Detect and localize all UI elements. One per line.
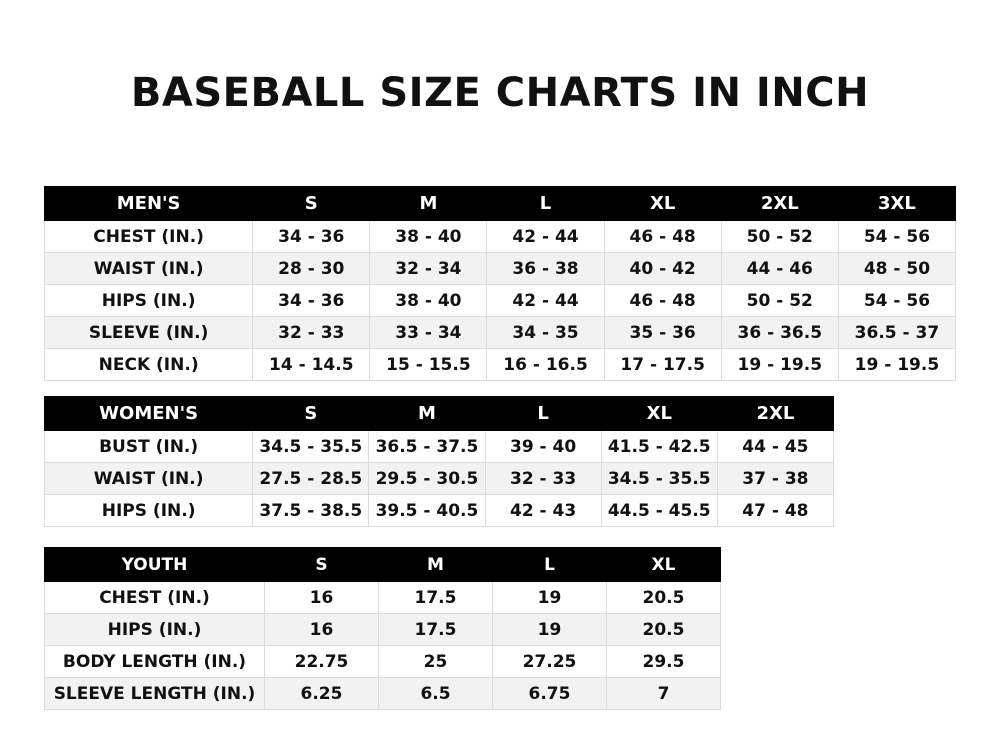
table-row [45,463,834,495]
cell: 46 - 48 [604,285,721,317]
cell: 16 [265,582,379,614]
youth-header-s: S [265,548,379,582]
cell: 34 - 36 [253,285,370,317]
cell: 19 [493,582,607,614]
cell: 54 - 56 [838,221,955,253]
youth-header-m: M [379,548,493,582]
cell: 16 - 16.5 [487,349,604,381]
table-row [45,285,956,317]
womens-header-l: L [485,397,601,431]
cell: 36 - 36.5 [721,317,838,349]
table-row [45,614,721,646]
cell: 17.5 [379,614,493,646]
cell: 42 - 44 [487,221,604,253]
page-title: BASEBALL SIZE CHARTS IN INCH [130,70,870,116]
cell: 16 [265,614,379,646]
youth-table-header [45,548,721,582]
table-row [45,431,834,463]
table-header-row [45,397,834,431]
row-label: HIPS (IN.) [45,285,253,317]
cell: 39 - 40 [485,431,601,463]
cell: 17 - 17.5 [604,349,721,381]
table-row [45,495,834,527]
row-label: BODY LENGTH (IN.) [45,646,265,678]
mens-header-2xl: 2XL [721,187,838,221]
cell: 37 - 38 [717,463,833,495]
cell: 48 - 50 [838,253,955,285]
table-row [45,317,956,349]
cell: 6.5 [379,678,493,710]
cell: 29.5 - 30.5 [369,463,485,495]
mens-table-header [45,187,956,221]
cell: 38 - 40 [370,285,487,317]
mens-header-xl: XL [604,187,721,221]
cell: 44 - 45 [717,431,833,463]
mens-table-body [45,221,956,381]
row-label: NECK (IN.) [45,349,253,381]
row-label: WAIST (IN.) [45,463,253,495]
womens-header-2xl: 2XL [717,397,833,431]
cell: 19 - 19.5 [838,349,955,381]
cell: 32 - 34 [370,253,487,285]
cell: 36.5 - 37.5 [369,431,485,463]
womens-table-body [45,431,834,527]
cell: 14 - 14.5 [253,349,370,381]
row-label: BUST (IN.) [45,431,253,463]
cell: 44.5 - 45.5 [601,495,717,527]
youth-header-l: L [493,548,607,582]
cell: 47 - 48 [717,495,833,527]
cell: 50 - 52 [721,285,838,317]
mens-header-3xl: 3XL [838,187,955,221]
cell: 19 [493,614,607,646]
cell: 36.5 - 37 [838,317,955,349]
cell: 50 - 52 [721,221,838,253]
cell: 17.5 [379,582,493,614]
youth-table-body [45,582,721,710]
cell: 35 - 36 [604,317,721,349]
row-label: WAIST (IN.) [45,253,253,285]
table-header-row [45,187,956,221]
table-row [45,221,956,253]
cell: 41.5 - 42.5 [601,431,717,463]
womens-size-table [44,396,834,527]
cell: 6.75 [493,678,607,710]
row-label: HIPS (IN.) [45,614,265,646]
cell: 22.75 [265,646,379,678]
womens-header-xl: XL [601,397,717,431]
table-header-row [45,548,721,582]
cell: 6.25 [265,678,379,710]
cell: 7 [607,678,721,710]
cell: 25 [379,646,493,678]
row-label: SLEEVE LENGTH (IN.) [45,678,265,710]
womens-header-m: M [369,397,485,431]
cell: 46 - 48 [604,221,721,253]
table-row [45,678,721,710]
cell: 33 - 34 [370,317,487,349]
cell: 44 - 46 [721,253,838,285]
cell: 38 - 40 [370,221,487,253]
mens-header-l: L [487,187,604,221]
cell: 39.5 - 40.5 [369,495,485,527]
cell: 37.5 - 38.5 [253,495,369,527]
cell: 27.5 - 28.5 [253,463,369,495]
womens-table-header [45,397,834,431]
mens-header-s: S [253,187,370,221]
cell: 32 - 33 [485,463,601,495]
womens-header-title: WOMEN'S [45,397,253,431]
cell: 28 - 30 [253,253,370,285]
cell: 20.5 [607,614,721,646]
mens-header-title: MEN'S [45,187,253,221]
mens-header-m: M [370,187,487,221]
cell: 32 - 33 [253,317,370,349]
row-label: SLEEVE (IN.) [45,317,253,349]
womens-header-s: S [253,397,369,431]
cell: 34.5 - 35.5 [253,431,369,463]
cell: 34 - 35 [487,317,604,349]
cell: 36 - 38 [487,253,604,285]
table-row [45,582,721,614]
table-row [45,646,721,678]
cell: 19 - 19.5 [721,349,838,381]
cell: 54 - 56 [838,285,955,317]
youth-header-xl: XL [607,548,721,582]
mens-size-table [44,186,956,381]
table-row [45,253,956,285]
table-row [45,349,956,381]
row-label: CHEST (IN.) [45,221,253,253]
cell: 34 - 36 [253,221,370,253]
cell: 27.25 [493,646,607,678]
row-label: HIPS (IN.) [45,495,253,527]
cell: 42 - 44 [487,285,604,317]
cell: 20.5 [607,582,721,614]
youth-size-table [44,547,721,710]
cell: 40 - 42 [604,253,721,285]
cell: 42 - 43 [485,495,601,527]
row-label: CHEST (IN.) [45,582,265,614]
cell: 29.5 [607,646,721,678]
cell: 15 - 15.5 [370,349,487,381]
youth-header-title: YOUTH [45,548,265,582]
cell: 34.5 - 35.5 [601,463,717,495]
